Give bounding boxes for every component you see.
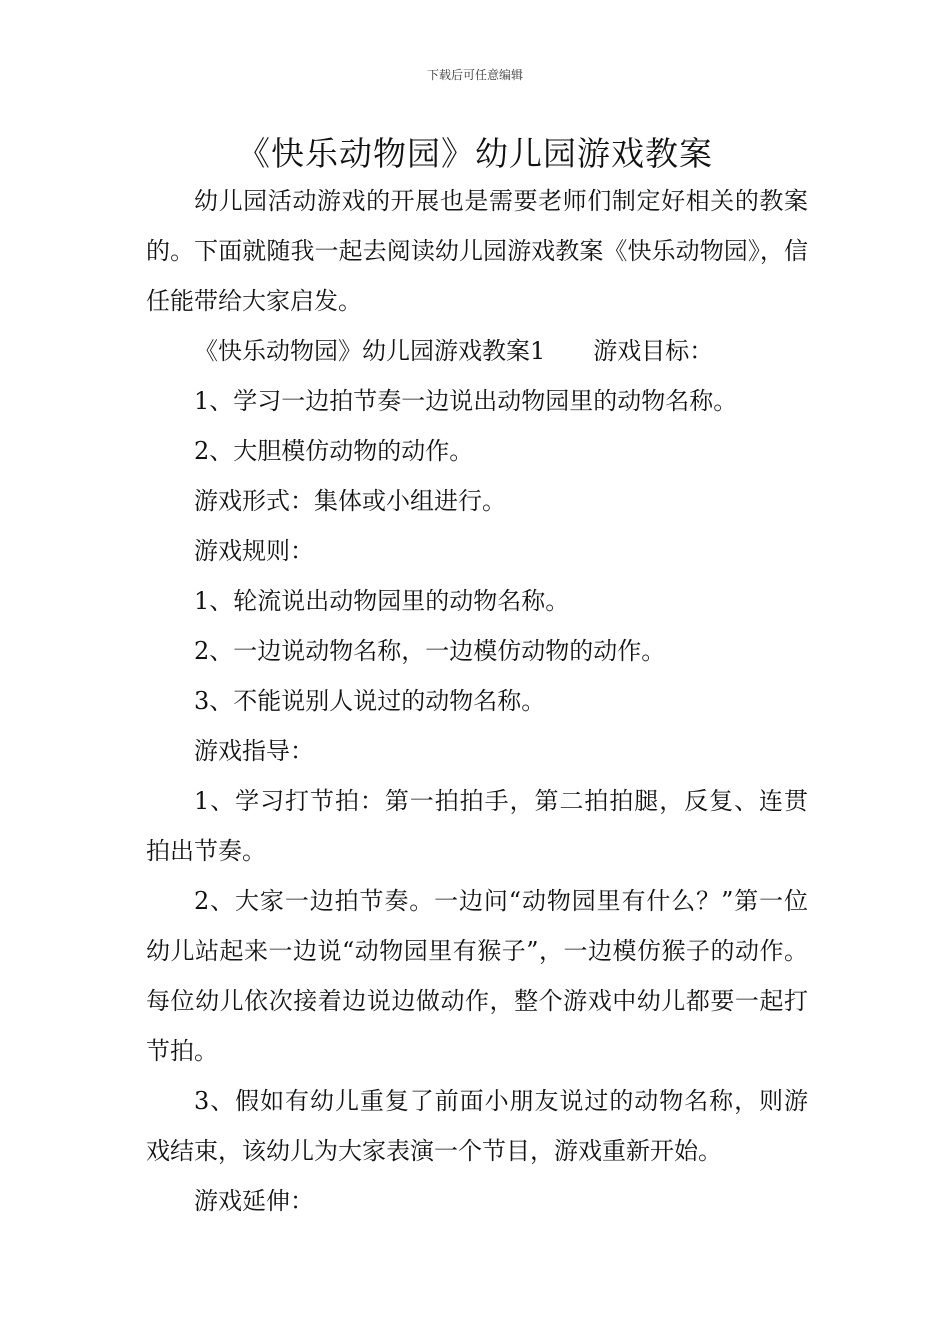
rule-item: 3、不能说别人说过的动物名称。 [194, 687, 546, 715]
goal-label: 游戏目标： [593, 337, 714, 365]
document-body [146, 176, 808, 1226]
section-heading-line [146, 326, 808, 376]
guide-item: 3、假如有幼儿重复了前面小朋友说过的动物名称，则游戏结束，该幼儿为大家表演一个节目，游戏重新开始。 [146, 1087, 808, 1165]
section-heading: 《快乐动物园》幼儿园游戏教案1 [194, 337, 546, 365]
rule-item: 2、一边说动物名称，一边模仿动物的动作。 [194, 637, 666, 665]
document-title: 《快乐动物园》幼儿园游戏教案 [237, 134, 713, 173]
guide-item: 2、大家一边拍节奏。一边问“动物园里有什么？”第一位幼儿站起来一边说“动物园里有猴子”，一边模仿猴子的动作。每位幼儿依次接着边说边做动作，整个游戏中幼儿都要一起打节拍。 [146, 887, 808, 1065]
rule-item: 1、轮流说出动物园里的动物名称。 [194, 587, 570, 615]
guide-item: 1、学习打节拍：第一拍拍手，第二拍拍腿，反复、连贯拍出节奏。 [146, 787, 808, 865]
goal-item: 1、学习一边拍节奏一边说出动物园里的动物名称。 [194, 387, 738, 415]
intro-paragraph: 幼儿园活动游戏的开展也是需要老师们制定好相关的教案的。下面就随我一起去阅读幼儿园游戏教案《快乐动物园》，信任能带给大家启发。 [146, 187, 808, 315]
guide-label: 游戏指导： [194, 737, 314, 765]
game-form: 游戏形式：集体或小组进行。 [194, 487, 506, 515]
header-note: 下载后可任意编辑 [426, 68, 523, 82]
goal-item: 2、大胆模仿动物的动作。 [194, 437, 474, 465]
rules-label: 游戏规则： [194, 537, 314, 565]
extension-label: 游戏延伸： [194, 1187, 314, 1215]
